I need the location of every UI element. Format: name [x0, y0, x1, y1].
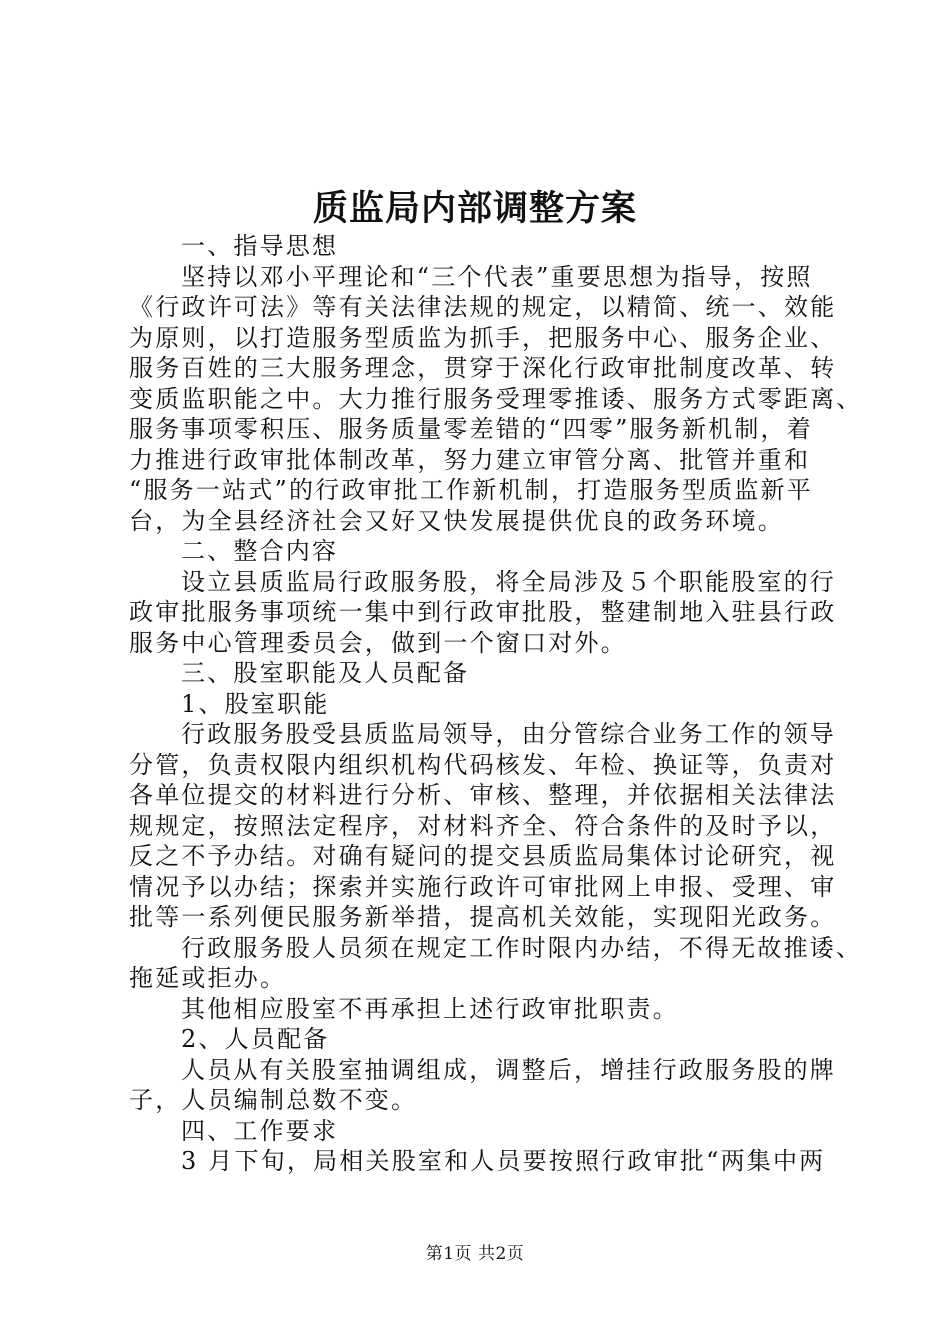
paragraph-line: 《行政许可法》等有关法律法规的规定，以精简、统一、效能 — [129, 293, 837, 321]
paragraph-line: 其他相应股室不再承担上述行政审批职责。 — [181, 994, 679, 1023]
paragraph-line: 变质监职能之中。大力推行服务受理零推诿、服务方式零距离、 — [129, 384, 863, 413]
paragraph-line: 行政服务股受县质监局领导，由分管综合业务工作的领导 — [181, 720, 836, 748]
document-body — [129, 231, 863, 1177]
paragraph-line: 3 月下旬，局相关股室和人员要按照行政审批“两集中两 — [181, 1147, 826, 1175]
paragraph-line: 为原则，以打造服务型质监为抓手，把服务中心、服务企业、 — [129, 323, 837, 352]
paragraph-line: 服务中心管理委员会，做到一个窗口对外。 — [129, 628, 627, 657]
section-heading: 一、指导思想 — [181, 232, 339, 260]
paragraph-line: 各单位提交的材料进行分析、审核、整理，并依据相关法律法 — [129, 781, 837, 809]
page-footer: 第1页 共2页 — [425, 1244, 525, 1264]
subsection-heading: 1、股室职能 — [181, 689, 330, 718]
paragraph-line: 人员从有关股室抽调组成，调整后，增挂行政服务股的牌 — [181, 1055, 836, 1084]
paragraph-line: 设立县质监局行政服务股，将全局涉及５个职能股室的行 — [181, 567, 836, 596]
paragraph-line: 分管，负责权限内组织机构代码核发、年检、换证等，负责对 — [129, 750, 837, 779]
paragraph-line: 政审批服务事项统一集中到行政审批股，整建制地入驻县行政 — [129, 598, 837, 626]
document-title: 质监局内部调整方案 — [312, 188, 637, 229]
paragraph-line: 台，为全县经济社会又好又快发展提供优良的政务环境。 — [129, 506, 784, 535]
paragraph-line: 规规定，按照法定程序，对材料齐全、符合条件的及时予以， — [129, 811, 837, 840]
paragraph-line: 反之不予办结。对确有疑问的提交县质监局集体讨论研究，视 — [129, 842, 837, 870]
paragraph-line: 力推进行政审批体制改革，努力建立审管分离、批管并重和 — [129, 445, 811, 474]
paragraph-line: 子，人员编制总数不变。 — [129, 1086, 418, 1114]
paragraph-line: 批等一系列便民服务新举措，提高机关效能，实现阳光政务。 — [129, 903, 837, 931]
section-heading: 三、股室职能及人员配备 — [181, 659, 470, 687]
paragraph-line: “服务一站式”的行政审批工作新机制，打造服务型质监新平 — [129, 476, 813, 504]
paragraph-line: 服务百姓的三大服务理念，贯穿于深化行政审批制度改革、转 — [129, 354, 837, 382]
paragraph-line: 服务事项零积压、服务质量零差错的“四零”服务新机制，着 — [129, 415, 813, 443]
paragraph-line: 坚持以邓小平理论和“三个代表”重要思想为指导，按照 — [181, 262, 813, 291]
section-heading: 二、整合内容 — [181, 537, 339, 565]
section-heading: 四、工作要求 — [181, 1116, 339, 1145]
paragraph-line: 拖延或拒办。 — [129, 964, 287, 992]
paragraph-line: 行政服务股人员须在规定工作时限内办结，不得无故推诿、 — [181, 933, 863, 962]
subsection-heading: 2、人员配备 — [181, 1025, 330, 1053]
paragraph-line: 情况予以办结；探索并实施行政许可审批网上申报、受理、审 — [129, 872, 837, 901]
